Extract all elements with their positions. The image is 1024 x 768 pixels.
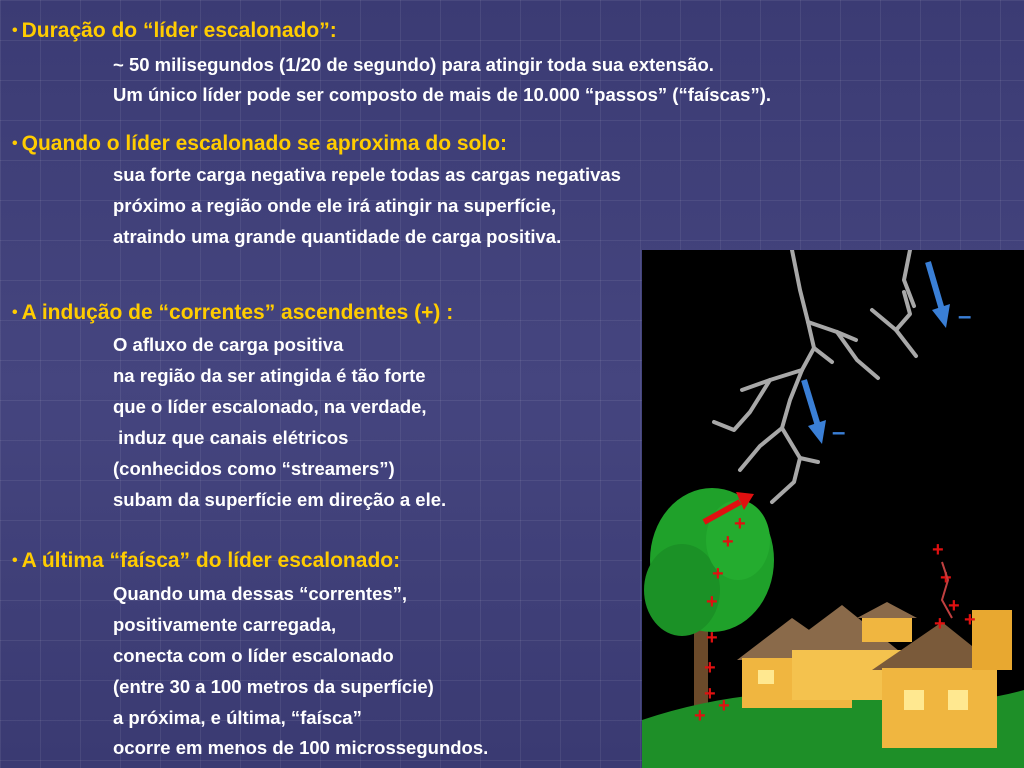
text-line: (entre 30 a 100 metros da superfície): [113, 676, 434, 697]
positive-charge-label: +: [940, 567, 952, 589]
bullet-icon: •: [12, 304, 18, 321]
lightning-leader-icon: [714, 250, 916, 502]
positive-charge-label: +: [718, 695, 730, 717]
positive-charge-label: +: [734, 513, 746, 535]
text-line: (conhecidos como “streamers”): [113, 458, 395, 479]
positive-charge-label: +: [934, 613, 946, 635]
text-line: positivamente carregada,: [113, 614, 337, 635]
text-line: ocorre em menos de 100 microssegundos.: [113, 737, 489, 758]
section-heading: • Quando o líder escalonado se aproxima do solo:: [12, 132, 508, 155]
text-line: subam da superfície em direção a ele.: [113, 489, 447, 510]
text-line: sua forte carga negativa repele todas as cargas negativas: [113, 164, 621, 185]
section-heading: • Duração do “líder escalonado”:: [12, 19, 337, 42]
positive-charge-label: +: [704, 657, 716, 679]
text-line: conecta com o líder escalonado: [113, 645, 394, 666]
section-heading: • A última “faísca” do líder escalonado:: [12, 549, 401, 572]
negative-charge-label: –: [832, 419, 846, 446]
text-line: Quando uma dessas “correntes”,: [113, 583, 408, 604]
down-arrow-icon: [804, 380, 826, 444]
positive-charge-label: +: [694, 705, 706, 727]
positive-charge-label: +: [722, 531, 734, 553]
down-arrow-icon: [928, 262, 950, 328]
bullet-icon: •: [12, 22, 18, 39]
text-line: próximo a região onde ele irá atingir na superfície,: [113, 195, 557, 216]
lightning-house-illustration: [642, 250, 1024, 768]
text-line: a próxima, e última, “faísca”: [113, 707, 362, 728]
positive-charge-label: +: [712, 563, 724, 585]
positive-charge-label: +: [704, 683, 716, 705]
positive-charge-label: +: [964, 609, 976, 631]
text-line: na região da ser atingida é tão forte: [113, 365, 426, 386]
positive-charge-label: +: [948, 595, 960, 617]
negative-charge-label: –: [958, 303, 972, 330]
text-line: ~ 50 milisegundos (1/20 de segundo) para atingir toda sua extensão.: [113, 54, 714, 75]
positive-charge-label: +: [706, 627, 718, 649]
text-line: induz que canais elétricos: [113, 427, 349, 448]
text-line: atraindo uma grande quantidade de carga positiva.: [113, 226, 562, 247]
positive-charge-label: +: [932, 539, 944, 561]
section-heading: • A indução de “correntes” ascendentes (+) :: [12, 301, 454, 324]
bullet-icon: •: [12, 135, 18, 152]
text-line: Um único líder pode ser composto de mais de 10.000 “passos” (“faíscas”).: [113, 84, 771, 105]
positive-charge-label: +: [706, 591, 718, 613]
text-line: O afluxo de carga positiva: [113, 334, 344, 355]
text-line: que o líder escalonado, na verdade,: [113, 396, 427, 417]
bullet-icon: •: [12, 552, 18, 569]
